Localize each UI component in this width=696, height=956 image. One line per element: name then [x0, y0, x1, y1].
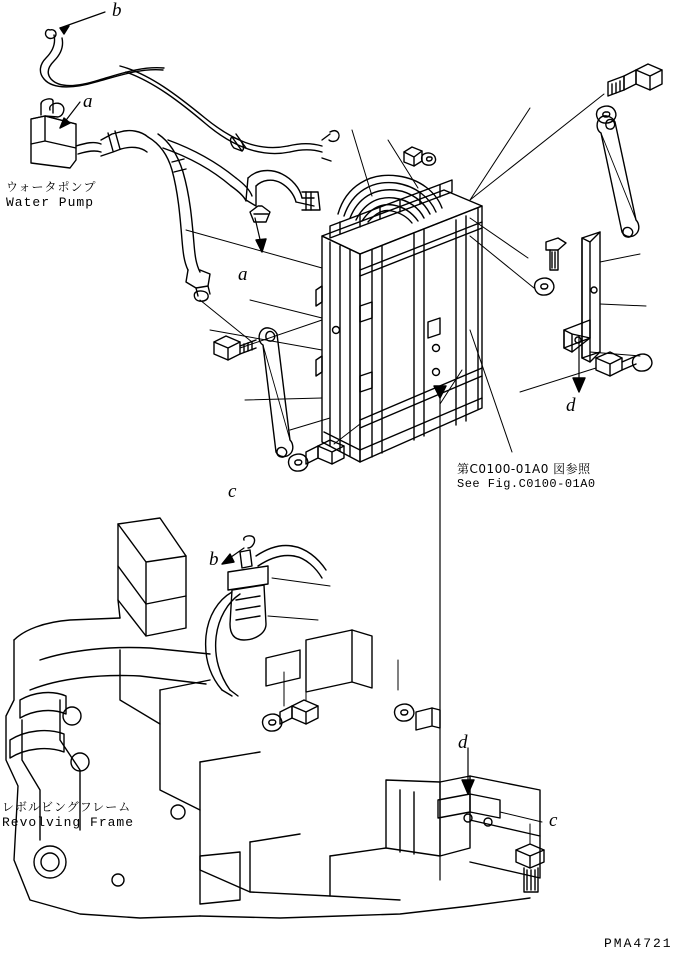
leader-d-lower — [462, 748, 474, 794]
callout-d-lower: d — [458, 732, 468, 753]
label-revolving-frame-en: Revolving Frame — [2, 815, 135, 830]
leader-a-mid — [255, 218, 266, 252]
stay-rod-right — [597, 116, 639, 237]
callout-a-mid: a — [238, 264, 248, 285]
callout-b-lower: b — [209, 549, 219, 570]
callout-a-top: a — [83, 91, 93, 112]
label-revolving-frame — [2, 798, 134, 831]
note-see-figure-jp: 第C0100-01A0 図参照 — [457, 462, 591, 476]
radiator-assembly — [316, 175, 482, 462]
note-see-figure-en: See Fig.C0100-01A0 — [457, 477, 596, 491]
label-water-pump — [6, 178, 97, 211]
note-see-figure — [457, 460, 596, 492]
label-water-pump-jp: ウォータポンプ — [6, 180, 97, 194]
callout-b-top: b — [112, 0, 122, 21]
water-pump-body — [31, 99, 76, 168]
bolt-bracket-lower — [596, 352, 652, 376]
callout-c-lower: c — [549, 810, 558, 831]
label-revolving-frame-jp: レボルビングフレーム — [2, 800, 132, 814]
bolt-top-right — [608, 64, 662, 96]
bracket-right — [564, 232, 600, 362]
figure-part-number: PMA4721 — [604, 936, 673, 951]
nut-washer-top — [404, 147, 436, 166]
label-water-pump-en: Water Pump — [6, 195, 95, 210]
leader-b-top — [60, 12, 105, 34]
callout-c-left: c — [228, 481, 237, 502]
bolt-frame-mid — [263, 700, 318, 731]
bolt-bracket-upper — [535, 238, 566, 295]
stay-rod-left — [259, 328, 293, 457]
bolt-stay-lower — [289, 440, 344, 471]
callout-d-right: d — [566, 395, 576, 416]
